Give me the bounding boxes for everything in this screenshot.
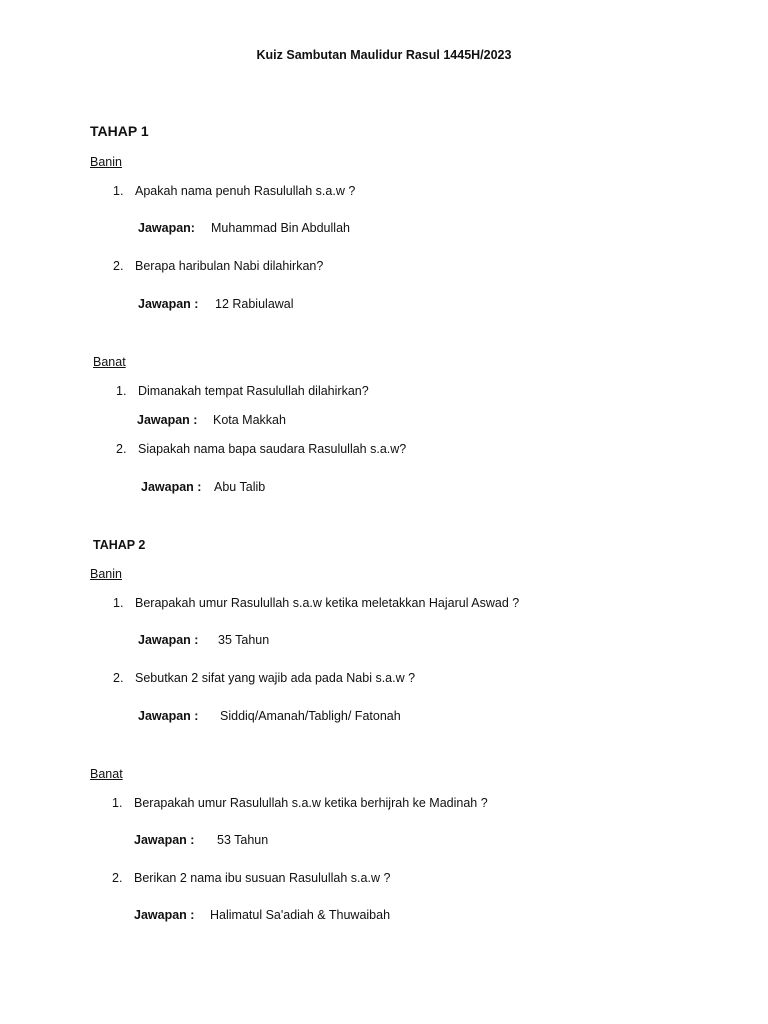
question-number: 2. <box>113 259 124 273</box>
tahap2-heading: TAHAP 2 <box>93 538 146 552</box>
answer-text: 12 Rabiulawal <box>215 297 294 311</box>
answer-label: Jawapan : <box>137 413 198 427</box>
question-text: Siapakah nama bapa saudara Rasulullah s.a.w? <box>138 442 407 456</box>
answer-label: Jawapan: <box>138 221 195 235</box>
question-number: 2. <box>112 871 123 885</box>
tahap1-heading: TAHAP 1 <box>90 123 149 139</box>
tahap1-banin-label: Banin <box>90 155 122 169</box>
answer-text: 35 Tahun <box>218 633 270 647</box>
answer-text: Halimatul Sa'adiah & Thuwaibah <box>210 908 391 922</box>
answer-label: Jawapan : <box>138 709 199 723</box>
answer-label: Jawapan : <box>138 633 199 647</box>
question-text: Berapakah umur Rasulullah s.a.w ketika meletakkan Hajarul Aswad ? <box>135 596 520 610</box>
answer-label: Jawapan : <box>134 908 195 922</box>
question-number: 2. <box>113 671 124 685</box>
answer-label: Jawapan : <box>141 480 202 494</box>
answer-text: Kota Makkah <box>213 413 286 427</box>
question-text: Apakah nama penuh Rasulullah s.a.w ? <box>135 184 356 198</box>
question-number: 1. <box>113 184 124 198</box>
question-text: Dimanakah tempat Rasulullah dilahirkan? <box>138 384 369 398</box>
answer-text: Abu Talib <box>214 480 266 494</box>
tahap1-banat-label: Banat <box>93 355 126 369</box>
question-number: 2. <box>116 442 127 456</box>
question-number: 1. <box>116 384 127 398</box>
tahap2-banat-label: Banat <box>90 767 123 781</box>
tahap2-banin-label: Banin <box>90 567 122 581</box>
question-number: 1. <box>112 796 123 810</box>
answer-label: Jawapan : <box>138 297 199 311</box>
question-text: Berikan 2 nama ibu susuan Rasulullah s.a.w ? <box>134 871 391 885</box>
question-text: Berapa haribulan Nabi dilahirkan? <box>135 259 324 273</box>
question-text: Berapakah umur Rasulullah s.a.w ketika berhijrah ke Madinah ? <box>134 796 488 810</box>
answer-text: Siddiq/Amanah/Tabligh/ Fatonah <box>220 709 401 723</box>
answer-text: Muhammad Bin Abdullah <box>211 221 350 235</box>
answer-text: 53 Tahun <box>217 833 269 847</box>
document-title: Kuiz Sambutan Maulidur Rasul 1445H/2023 <box>256 48 512 62</box>
question-number: 1. <box>113 596 124 610</box>
answer-label: Jawapan : <box>134 833 195 847</box>
question-text: Sebutkan 2 sifat yang wajib ada pada Nabi s.a.w ? <box>135 671 416 685</box>
